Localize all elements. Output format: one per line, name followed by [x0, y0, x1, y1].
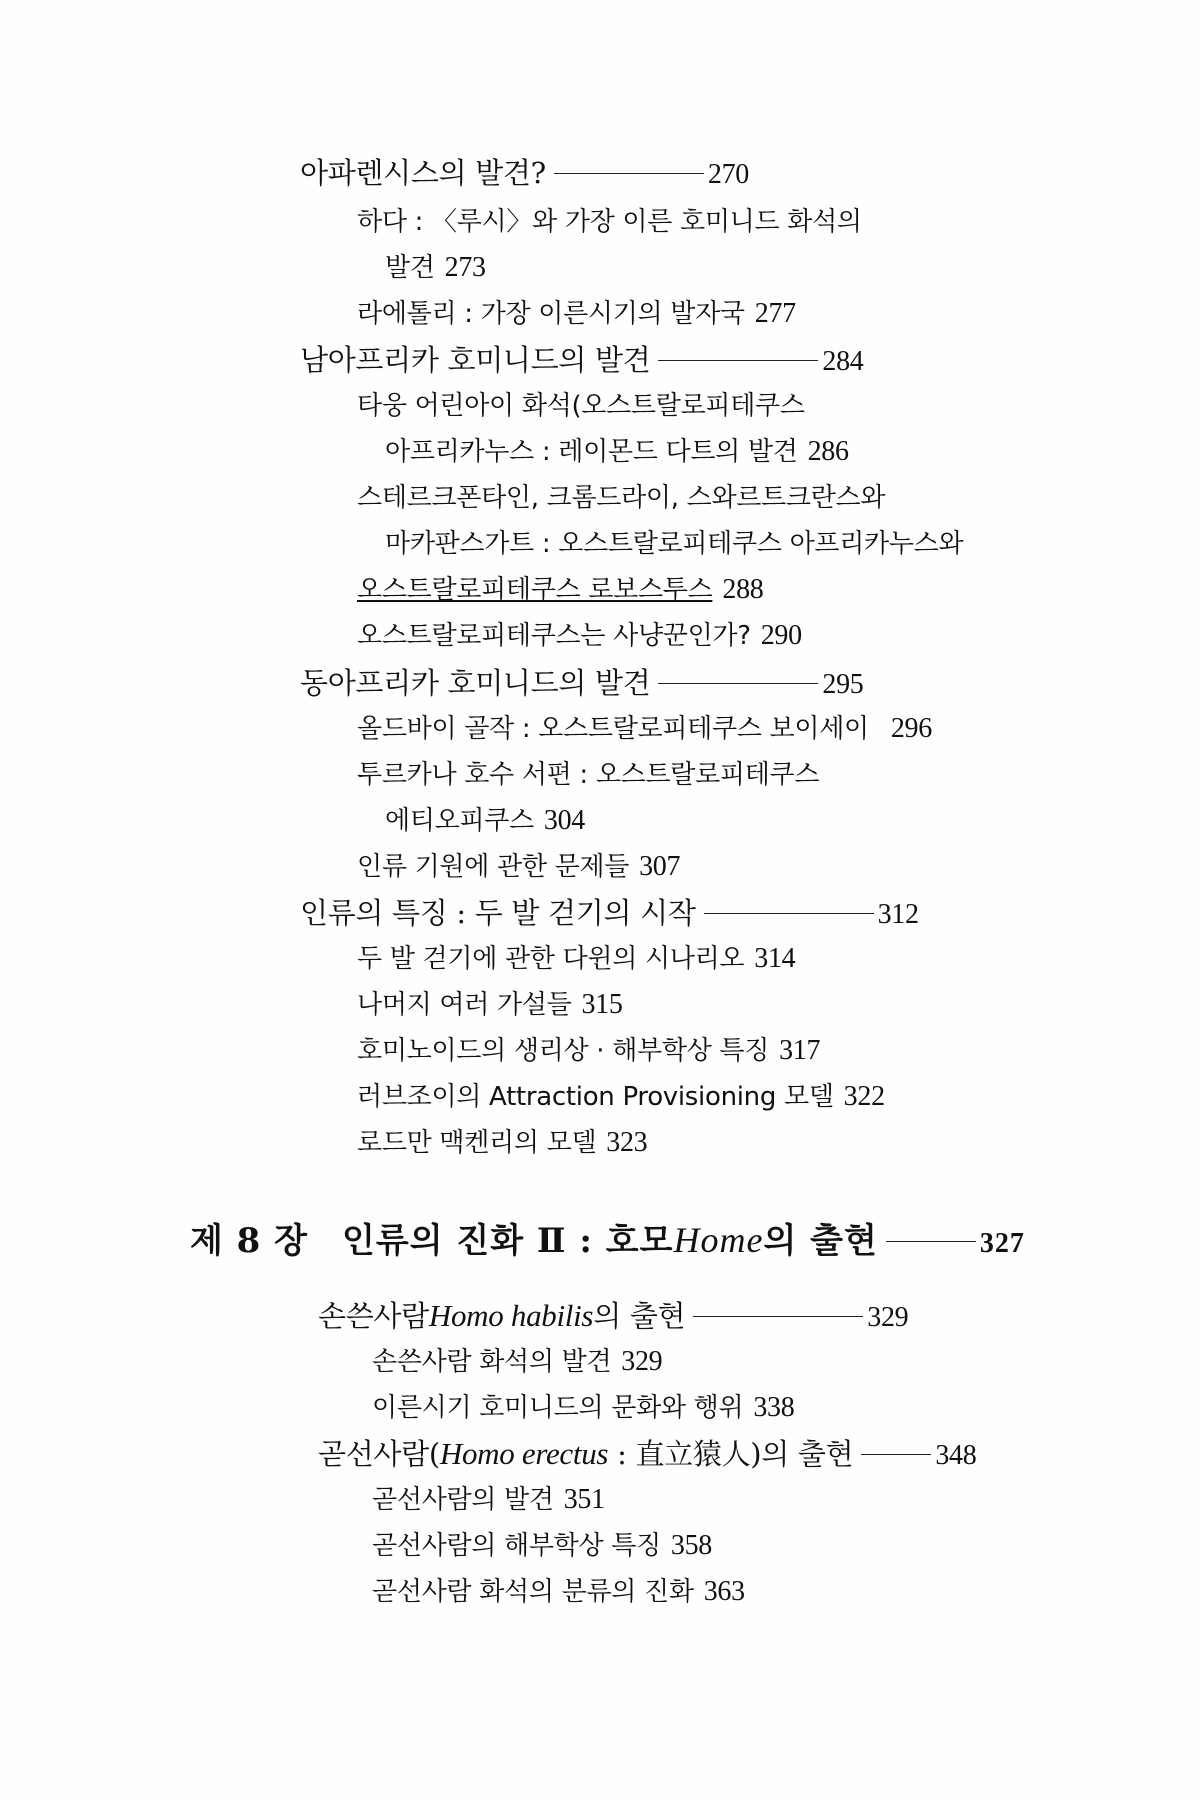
chapter-title: 인류의 진화 Ⅱ : 호모: [342, 1221, 674, 1261]
toc-page-number: 270: [707, 159, 749, 190]
toc-entry-origin-problems: [357, 851, 680, 883]
toc-title-end: 의 출현: [593, 1299, 686, 1333]
toc-page-number: 351: [563, 1484, 605, 1515]
leader-line: [658, 360, 818, 361]
toc-page-number: 284: [822, 346, 864, 377]
toc-title: 곧선사람의 발견: [372, 1485, 554, 1515]
toc-page-number: 363: [703, 1576, 745, 1607]
toc-page-number: 314: [754, 943, 796, 974]
toc-page-number: 288: [722, 574, 764, 605]
toc-entry-turkana: [357, 759, 819, 791]
toc-title: 오스트랄로피테쿠스 로보스투스: [357, 575, 713, 605]
toc-title: 손쓴사람 화석의 발견: [372, 1347, 612, 1377]
leader-line: [886, 1241, 976, 1242]
toc-entry-darwin: [357, 943, 795, 975]
toc-entry-early-culture: [372, 1392, 794, 1424]
toc-title: 하다 : 〈루시〉와 가장 이른 호미니드 화석의: [357, 207, 862, 237]
toc-page-number: 304: [543, 805, 586, 836]
toc-page-number: 327: [979, 1228, 1025, 1259]
chapter-label: 제 8 장: [190, 1221, 309, 1261]
toc-page-number: 315: [581, 989, 623, 1020]
toc-page-number: 338: [753, 1392, 795, 1423]
toc-section-homo-erectus: [318, 1438, 976, 1472]
toc-page-number: 277: [754, 298, 796, 329]
toc-entry-makapansgat: [385, 528, 963, 560]
toc-page-number: 273: [444, 252, 486, 283]
toc-section-afarensis: [300, 157, 749, 191]
toc-section-south-africa: [300, 344, 864, 378]
toc-page-number: 307: [639, 851, 681, 882]
toc-title: 마카판스가트 : 오스트랄로피테쿠스 아프리카누스와: [385, 529, 964, 559]
toc-title: 발견: [385, 253, 435, 283]
toc-title: 스테르크폰타인, 크롬드라이, 스와르트크란스와: [357, 483, 886, 513]
toc-page-number: 322: [843, 1081, 885, 1112]
toc-entry-robustus: [357, 574, 764, 606]
toc-section-bipedalism: [300, 897, 919, 931]
toc-entry-lovejoy: [357, 1081, 885, 1113]
toc-entry-taung: [357, 390, 805, 422]
toc-entry-rodman: [357, 1127, 647, 1159]
toc-title-latin: Homo habilis: [428, 1298, 594, 1333]
toc-title: 아파렌시스의 발견?: [300, 156, 546, 190]
toc-entry-laetoli: [357, 298, 796, 330]
toc-title: 러브조이의 Attraction Provisioning 모델: [357, 1082, 834, 1112]
toc-page-number: 290: [760, 620, 802, 651]
toc-title: 이른시기 호미니드의 문화와 행위: [372, 1393, 744, 1423]
leader-line: [704, 913, 874, 914]
toc-title: 투르카나 호수 서편 : 오스트랄로피테쿠스: [357, 760, 820, 790]
toc-title: 곧선사람의 해부학상 특징: [372, 1531, 661, 1561]
toc-title: 라에톨리 : 가장 이른시기의 발자국: [357, 299, 745, 329]
chapter-title-latin: Home: [673, 1220, 764, 1260]
toc-section-east-africa: [300, 667, 864, 701]
toc-title: 올드바이 골작 : 오스트랄로피테쿠스 보이세이: [357, 714, 869, 744]
toc-title: 에티오피쿠스: [385, 806, 534, 836]
toc-title: 로드만 맥켄리의 모델: [357, 1128, 597, 1158]
toc-chapter-8: [190, 1220, 1025, 1264]
toc-page-number: 329: [621, 1346, 663, 1377]
toc-page-number: 323: [606, 1127, 648, 1158]
toc-title: 동아프리카 호미니드의 발견: [300, 666, 651, 700]
toc-entry-olduvai: [357, 713, 932, 745]
toc-section-homo-habilis: [318, 1300, 908, 1334]
toc-page-number: 295: [822, 669, 864, 700]
toc-entry-sterkfontein: [357, 482, 885, 514]
toc-title: 손쓴사람: [318, 1299, 429, 1333]
toc-title: 남아프리카 호미니드의 발견: [300, 343, 651, 377]
toc-entry-hadar: [357, 206, 862, 238]
toc-title: 나머지 여러 가설들: [357, 990, 572, 1020]
toc-title-latin: Homo erectus: [439, 1436, 609, 1471]
toc-entry-habilis-discovery: [372, 1346, 662, 1378]
toc-page-number: 329: [867, 1302, 909, 1333]
toc-title: 아프리카누스 : 레이몬드 다트의 발견: [385, 437, 798, 467]
toc-page-number: 312: [877, 899, 919, 930]
leader-line: [861, 1454, 931, 1455]
toc-entry-erectus-discovery: [372, 1484, 605, 1516]
toc-title: 곧선사람 화석의 분류의 진화: [372, 1577, 694, 1607]
toc-entry-hypotheses: [357, 989, 623, 1021]
toc-title: 두 발 걷기에 관한 다윈의 시나리오: [357, 944, 745, 974]
leader-line: [554, 173, 704, 174]
toc-title: 타웅 어린아이 화석(오스트랄로피테쿠스: [357, 391, 805, 421]
toc-entry-hunter: [357, 620, 802, 652]
toc-entry-hadar-cont: [385, 252, 486, 284]
toc-title: 곧선사람(: [318, 1437, 440, 1471]
toc-entry-erectus-anatomy: [372, 1530, 712, 1562]
toc-title: 인류의 특징 : 두 발 걷기의 시작: [300, 896, 696, 930]
toc-entry-taung-cont: [385, 436, 849, 468]
toc-page-number: 317: [779, 1035, 821, 1066]
toc-page-number: 296: [890, 713, 932, 744]
toc-page-number: 286: [807, 436, 849, 467]
toc-title-end: : 直立猿人)의 출현: [608, 1437, 854, 1471]
toc-title: 호미노이드의 생리상 · 해부학상 특징: [357, 1036, 770, 1066]
chapter-title-end: 의 출현: [763, 1221, 878, 1261]
toc-page-number: 348: [935, 1440, 977, 1471]
toc-title: 인류 기원에 관한 문제들: [357, 852, 630, 882]
toc-title: 오스트랄로피테쿠스는 사냥꾼인가?: [357, 621, 751, 651]
leader-line: [658, 683, 818, 684]
toc-entry-aethiopicus: [385, 805, 585, 837]
toc-entry-erectus-classification: [372, 1576, 745, 1608]
toc-entry-hominoid-traits: [357, 1035, 820, 1067]
leader-line: [693, 1316, 863, 1317]
toc-page-number: 358: [670, 1530, 713, 1561]
